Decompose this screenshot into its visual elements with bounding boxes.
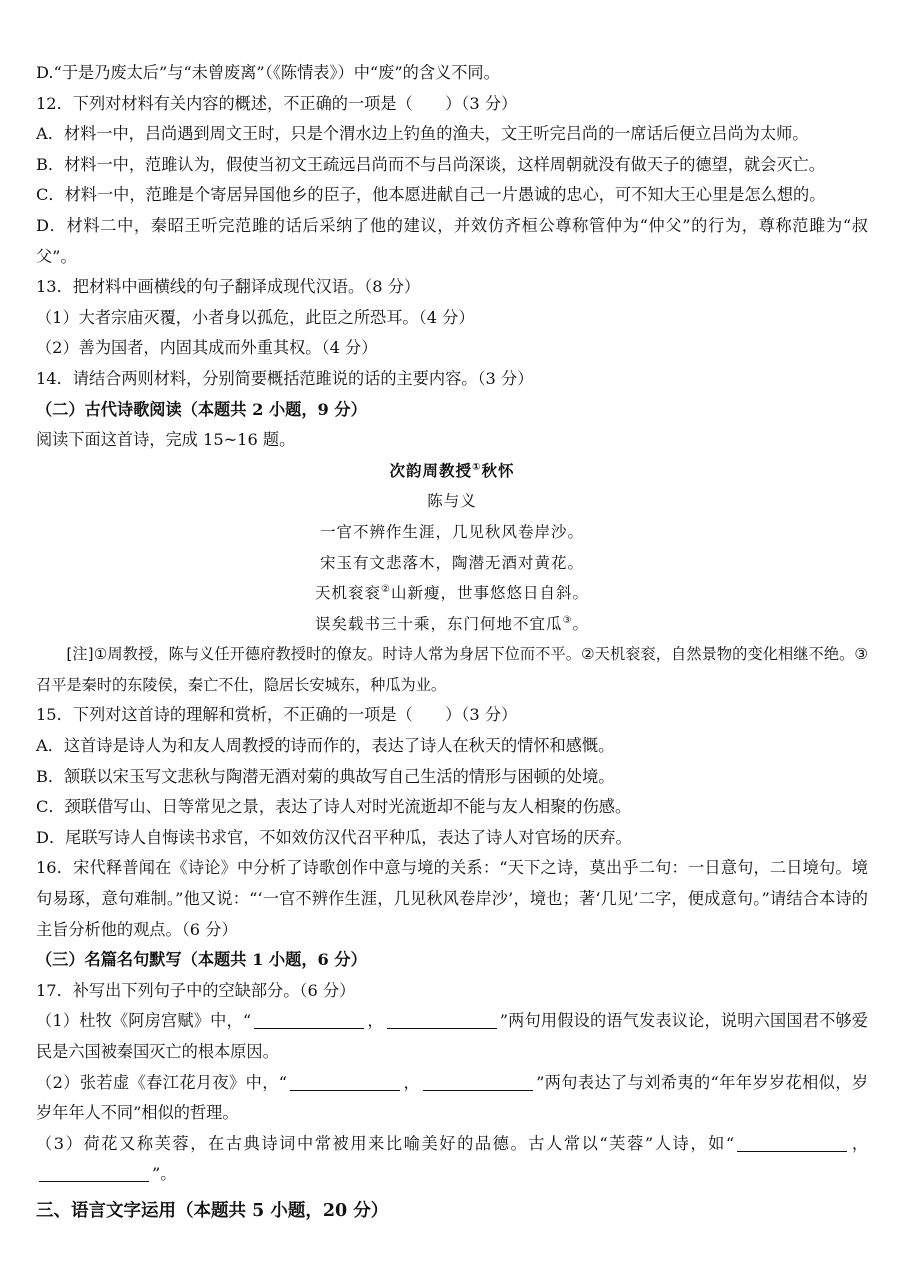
q12-option-c: C．材料一中，范雎是个寄居异国他乡的臣子，他本愿进献自己一片愚诚的忠心，可不知大王心里是怎么想的。 (36, 185, 826, 205)
q17-part1-suffix: ”两句用假设的语气发表议论，说明六国国君不够爱民是六国被秦国灭亡的根本原因。 (36, 1011, 868, 1061)
poem-line-3 (36, 578, 868, 609)
q12-option-d: D．材料二中，秦昭王听完范雎的话后采纳了他的建议，并效仿齐桓公尊称管仲为“仲父”的行为，尊称范雎为“叔父”。 (36, 215, 868, 266)
poem-line-3-b: 山新瘦，世事悠悠日自斜。 (390, 584, 589, 603)
q11-option-d: D.“于是乃废太后”与“未曾废离”（《陈情表》）中“废”的含义不同。 (36, 63, 500, 82)
q17-part3-blank-1[interactable] (737, 1135, 847, 1152)
poem-title (36, 456, 868, 487)
poem-notes: [注]①周教授，陈与义任开德府教授时的僚友。时诗人常为身居下位而不平。②天机衮衮，自然景物的变化相继不绝。③召平是秦时的东陵侯，秦亡不仕，隐居长安城东，种瓜为业。 (36, 645, 868, 694)
q13-stem: 13．把材料中画横线的句子翻译成现代汉语。（8 分） (36, 277, 421, 297)
q17-part3 (36, 1129, 868, 1190)
poem-line-4-a: 误矣载书三十乘，东门何地不宜瓜 (315, 614, 563, 633)
q15-stem: 15．下列对这首诗的理解和赏析，不正确的一项是（ ）（3 分） (36, 705, 518, 725)
q17-part2-suffix: ”两句表达了与刘希夷的“年年岁岁花相似，岁岁年年人不同”相似的哲理。 (36, 1072, 869, 1123)
q15-option-d: D．尾联写诗人自悔读书求官，不如效仿汉代召平种瓜，表达了诗人对官场的厌弃。 (36, 827, 632, 847)
q17-part2 (36, 1068, 868, 1129)
poem-line-4-b: 。 (572, 614, 589, 633)
poem-line-1: 一官不辨作生涯，几见秋风卷岸沙。 (319, 522, 584, 541)
poem-line-4 (36, 609, 868, 640)
q13-part2: （2）善为国者，内固其成而外重其权。（4 分） (36, 338, 378, 358)
poem-line-4-note-mark: ③ (562, 614, 573, 626)
q17-part2-blank-1[interactable] (290, 1074, 400, 1091)
q17-part3-suffix: ”。 (152, 1164, 177, 1184)
q17-stem: 17．补写出下列句子中的空缺部分。（6 分） (36, 980, 356, 1000)
poem-author: 陈与义 (427, 492, 477, 511)
q17-part3-prefix: （3）荷花又称芙蓉，在古典诗词中常被用来比喻美好的品德。古人常以“芙蓉”人诗，如“ (36, 1133, 735, 1153)
q17-part3-comma: ， (850, 1133, 869, 1153)
section-famous-lines: （三）名篇名句默写（本题共 1 小题，6 分） (36, 950, 367, 970)
section-ancient-poetry: （二）古代诗歌阅读（本题共 2 小题，9 分） (36, 399, 367, 419)
q17-part1 (36, 1006, 868, 1067)
q14-stem: 14．请结合两则材料，分别简要概括范雎说的话的主要内容。（3 分） (36, 368, 534, 388)
q17-part1-comma: ， (367, 1011, 384, 1031)
exam-page (36, 58, 868, 1227)
poem-line-3-a: 天机衮衮 (315, 584, 382, 603)
poem-title-end: 秋怀 (481, 461, 515, 480)
q15-option-a: A．这首诗是诗人为和友人周教授的诗而作的，表达了诗人在秋天的情怀和感慨。 (36, 736, 615, 756)
poem-line-3-note-mark: ② (381, 583, 391, 595)
q17-part3-blank-2[interactable] (39, 1165, 149, 1182)
poetry-intro: 阅读下面这首诗，完成 15~16 题。 (36, 430, 296, 450)
q12-option-a: A．材料一中，吕尚遇到周文王时，只是个渭水边上钓鱼的渔夫，文王听完吕尚的一席话后便立吕尚为太师。 (36, 124, 809, 144)
poem-title-main: 次韵周教授 (389, 461, 473, 480)
q17-part1-blank-1[interactable] (254, 1012, 364, 1029)
q17-part1-prefix: （1）杜牧《阿房宫赋》中，“ (36, 1011, 252, 1031)
q15-option-c: C．颈联借写山、日等常见之景，表达了诗人对时光流逝却不能与友人相聚的伤感。 (36, 797, 632, 817)
q12-stem: 12．下列对材料有关内容的概述，不正确的一项是（ ）（3 分） (36, 93, 518, 113)
q16-stem: 16．宋代释普闻在《诗论》中分析了诗歌创作中意与境的关系：“天下之诗，莫出乎二句：一日意句，二日境句。境句易琢，意句难制。”他又说：“‘一官不辨作生涯，几见秋风卷岸沙’，境也；著‘几见’二字，便成意句。”请结合本诗的主旨分析他的观点。（6 分） (36, 858, 868, 939)
q17-part2-prefix: （2）张若虚《春江花月夜》中，“ (36, 1072, 288, 1092)
q13-part1: （1）大者宗庙灭覆，小者身以孤危，此臣之所恐耳。（4 分） (36, 307, 475, 327)
part-three-heading: 三、语言文字运用（本题共 5 小题，20 分） (36, 1200, 389, 1221)
q17-part2-blank-2[interactable] (423, 1074, 533, 1091)
poem-line-2: 宋玉有文悲落木，陶潜无酒对黄花。 (319, 553, 584, 572)
q15-option-b: B．颔联以宋玉写文悲秋与陶潜无酒对菊的典故写自己生活的情形与困顿的处境。 (36, 766, 615, 786)
q17-part2-comma: ， (403, 1072, 421, 1092)
q12-option-b: B．材料一中，范雎认为，假使当初文王疏远吕尚而不与吕尚深谈，这样周朝就没有做天子的德望，就会灭亡。 (36, 154, 825, 174)
poem-title-note-mark: ① (472, 461, 482, 473)
q17-part1-blank-2[interactable] (387, 1012, 497, 1029)
